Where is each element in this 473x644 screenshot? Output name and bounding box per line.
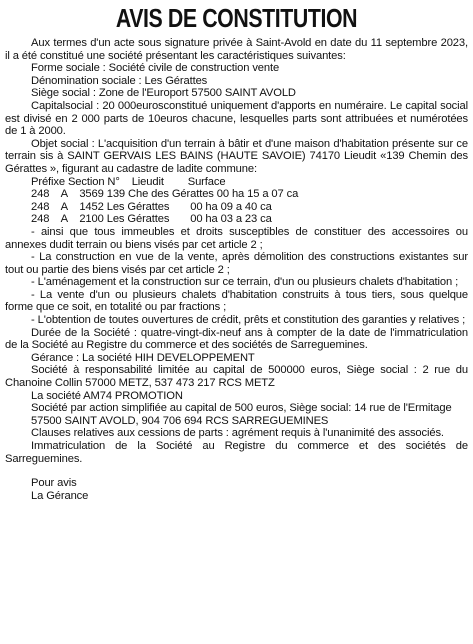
objet-item: - La vente d'un ou plusieurs chalets d'habitation construits à tous tiers, sous quelque forme que ce soit, en totalité ou par fractions ; xyxy=(5,288,468,314)
gerant-1-details: Société à responsabilité limitée au capital de 500000 euros, Siège social : 2 rue du Chanoine Collin 57000 METZ, 537 473 217 RCS METZ xyxy=(5,364,468,390)
cadastre-row: 248 A 2100 Les Gérattes 00 ha 03 a 23 ca xyxy=(31,213,272,226)
denomination-sociale: Dénomination sociale : Les Gérattes xyxy=(31,74,208,87)
duree-societe: Durée de la Société : quatre-vingt-dix-neuf ans à compter de la date de l'immatriculation de la Société au Registre du commerce et des sociétés de Sarreguemines. xyxy=(5,326,468,352)
signature-line-2: La Gérance xyxy=(31,489,89,502)
forme-sociale: Forme sociale : Société civile de construction vente xyxy=(31,62,280,75)
signature-line-1: Pour avis xyxy=(31,477,77,490)
siege-social: Siège social : Zone de l'Europort 57500 SAINT AVOLD xyxy=(31,87,296,100)
cadastre-header: Préfixe Section N° Lieudit Surface xyxy=(31,175,226,188)
objet-item: - L'obtention de toutes ouvertures de crédit, prêts et constitution des garanties y relatives ; xyxy=(31,314,466,327)
clauses-cessions: Clauses relatives aux cessions de parts : agrément requis à l'unanimité des associés. xyxy=(31,427,444,440)
cadastre-row: 248 A 1452 Les Gérattes 00 ha 09 a 40 ca xyxy=(31,200,272,213)
notice-title: AVIS DE CONSTITUTION xyxy=(115,3,358,33)
objet-item: - ainsi que tous immeubles et droits susceptibles de constituer des accessoires ou annexes dudit terrain ou biens visés par cet article 2 ; xyxy=(5,225,468,251)
cadastre-row: 248 A 3569 139 Che des Gérattes 00 ha 15 a 07 ca xyxy=(31,188,299,201)
cadastre-table xyxy=(5,176,468,226)
gerance: Gérance : La société HIH DEVELOPPEMENT xyxy=(31,351,255,364)
objet-item: - La construction en vue de la vente, après démolition des constructions existantes sur tout ou partie des biens visés par cet article 2 ; xyxy=(5,251,468,276)
immatriculation: Immatriculation de la Société au Registre du commerce et des sociétés de Sarreguemines. xyxy=(5,440,468,465)
gerant-2-details: Société par action simplifiée au capital de 500 euros, Siège social: 14 rue de l'Ermitage xyxy=(31,402,452,415)
intro-paragraph: Aux termes d'un acte sous signature privée à Saint-Avold en date du 11 septembre 2023, il a été constitué une société présentant les caractéristiques suivantes: xyxy=(5,37,468,62)
objet-item: - L'aménagement et la construction sur ce terrain, d'un ou plusieurs chalets d'habitation ; xyxy=(31,276,459,289)
gerant-2-name: La société AM74 PROMOTION xyxy=(31,389,183,402)
capital-social: Capitalsocial : 20 000eurosconstitué uniquement d'apports en numéraire. Le capital social est divisé en 2 000 parts de 10euros chacune, lesquelles parts sont attribuées et numérotées de 1 à 2000. xyxy=(5,99,468,138)
notice-body xyxy=(5,37,468,502)
gerant-2-rcs: 57500 SAINT AVOLD, 904 706 694 RCS SARREGUEMINES xyxy=(31,414,329,427)
spacer xyxy=(5,465,468,477)
objet-social: Objet social : L'acquisition d'un terrain à bâtir et d'une maison d'habitation présente sur ce terrain sis à SAINT GERVAIS LES BAINS (HAUTE SAVOIE) 74170 Lieudit «139 Chemin des Gérattes », figurant au cadastre de ladite commune: xyxy=(5,137,468,175)
